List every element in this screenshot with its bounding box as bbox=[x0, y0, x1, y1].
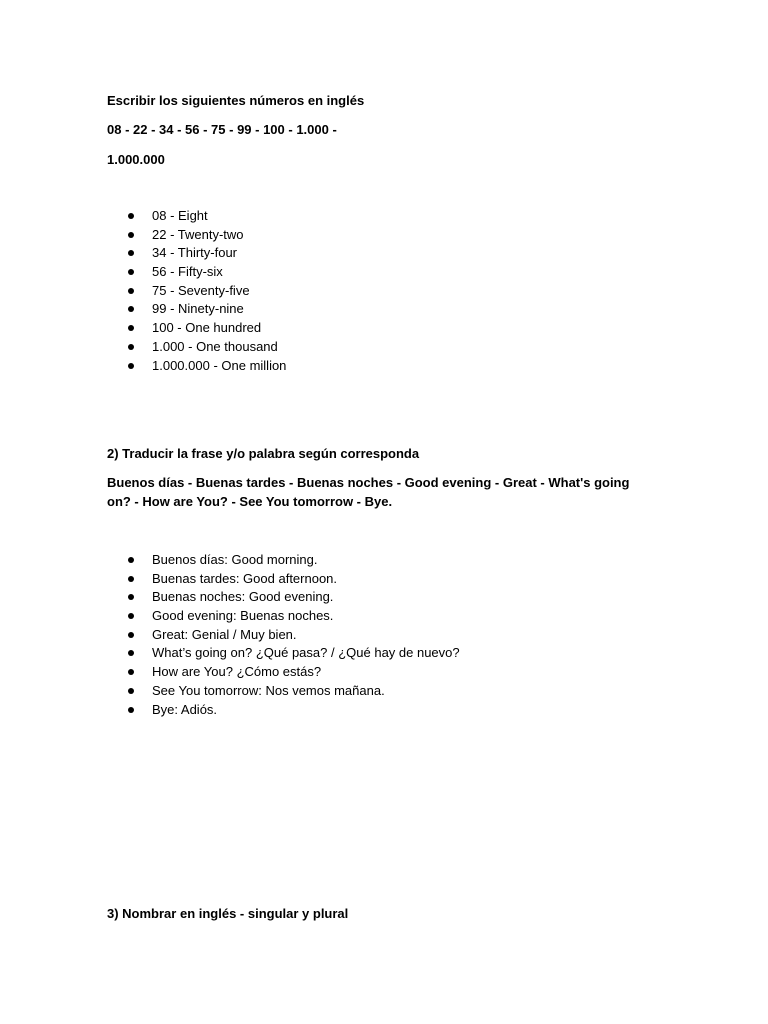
list-item-text: Great: Genial / Muy bien. bbox=[152, 626, 297, 642]
bullet-icon bbox=[128, 344, 134, 350]
list-item-text: Good evening: Buenas noches. bbox=[152, 608, 334, 624]
bullet-icon bbox=[128, 688, 134, 694]
list-item-text: 34 - Thirty-four bbox=[152, 245, 238, 261]
section2-title: 2) Traducir la frase y/o palabra según corresponda bbox=[107, 446, 420, 461]
bullet-icon bbox=[128, 707, 134, 713]
section2-prompt: Buenos días - Buenas tardes - Buenas noches - Good evening - Great - What's going on? - How are You? - See You tomorrow - Bye. bbox=[107, 475, 630, 509]
list-item-text: 75 - Seventy-five bbox=[152, 282, 250, 298]
bullet-icon bbox=[128, 557, 134, 563]
list-item-text: 100 - One hundred bbox=[152, 320, 262, 336]
list-item bbox=[107, 244, 286, 263]
bullet-icon bbox=[128, 250, 134, 256]
list-item bbox=[107, 588, 460, 607]
list-item bbox=[107, 644, 460, 663]
list-item bbox=[107, 207, 286, 226]
list-item bbox=[107, 338, 286, 357]
list-item bbox=[107, 626, 460, 645]
bullet-icon bbox=[128, 650, 134, 656]
section1-title: Escribir los siguientes números en inglés bbox=[107, 93, 365, 108]
list-item-text: 08 - Eight bbox=[152, 208, 208, 223]
list-item bbox=[107, 226, 286, 245]
bullet-icon bbox=[128, 232, 134, 238]
section1-numbers-line1: 08 - 22 - 34 - 56 - 75 - 99 - 100 - 1.000 - bbox=[107, 122, 337, 137]
list-item-text: 56 - Fifty-six bbox=[152, 264, 223, 280]
bullet-icon bbox=[128, 363, 134, 369]
list-item bbox=[107, 570, 460, 589]
list-item-text: 99 - Ninety-nine bbox=[152, 301, 244, 317]
list-item-text: How are You? ¿Cómo estás? bbox=[152, 664, 322, 680]
bullet-icon bbox=[128, 325, 134, 331]
bullet-icon bbox=[128, 669, 134, 675]
list-item-text: Bye: Adiós. bbox=[152, 701, 218, 717]
list-item bbox=[107, 319, 286, 338]
bullet-icon bbox=[128, 576, 134, 582]
bullet-icon bbox=[128, 613, 134, 619]
section3-title: 3) Nombrar en inglés - singular y plural bbox=[107, 906, 349, 921]
list-item-text: 1.000 - One thousand bbox=[152, 338, 278, 354]
list-item-text: 22 - Twenty-two bbox=[152, 226, 244, 242]
list-item bbox=[107, 282, 286, 301]
bullet-icon bbox=[128, 269, 134, 275]
bullet-icon bbox=[128, 632, 134, 638]
list-item-text: Buenas tardes: Good afternoon. bbox=[152, 570, 338, 586]
list-item-text: See You tomorrow: Nos vemos mañana. bbox=[152, 682, 385, 698]
section1-answer-list bbox=[107, 207, 286, 375]
list-item-text: Buenos días: Good morning. bbox=[152, 552, 318, 567]
list-item-text: Buenas noches: Good evening. bbox=[152, 589, 334, 605]
list-item bbox=[107, 263, 286, 282]
section2-answer-list bbox=[107, 551, 460, 719]
bullet-icon bbox=[128, 594, 134, 600]
section1-numbers-line2: 1.000.000 bbox=[107, 152, 165, 167]
list-item bbox=[107, 551, 460, 570]
bullet-icon bbox=[128, 213, 134, 219]
bullet-icon bbox=[128, 306, 134, 312]
bullet-icon bbox=[128, 288, 134, 294]
list-item bbox=[107, 663, 460, 682]
list-item bbox=[107, 607, 460, 626]
list-item-text: 1.000.000 - One million bbox=[152, 357, 287, 373]
list-item-text: What’s going on? ¿Qué pasa? / ¿Qué hay de nuevo? bbox=[152, 645, 460, 661]
list-item bbox=[107, 300, 286, 319]
list-item bbox=[107, 701, 460, 720]
list-item bbox=[107, 682, 460, 701]
list-item bbox=[107, 357, 286, 376]
